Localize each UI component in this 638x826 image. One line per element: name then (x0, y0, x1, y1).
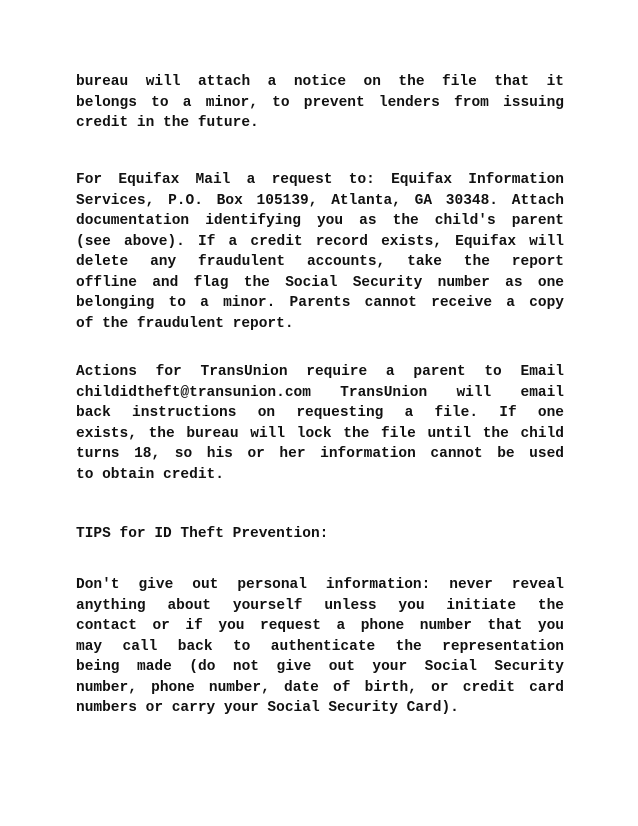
text-line: delete any fraudulent accounts, take the report (76, 254, 564, 270)
text-line: For Equifax Mail a request to: Equifax Information (76, 172, 564, 188)
paragraph-transunion (76, 362, 576, 485)
text-line: back instructions on requesting a file. If one (76, 405, 564, 421)
text-line: being made (do not give out your Social Security (76, 659, 564, 675)
text-line: offline and flag the Social Security number as one (76, 274, 564, 291)
text-line: may call back to authenticate the representation (76, 638, 564, 655)
text-line: belongs to a minor, to prevent lenders from issuing (76, 94, 564, 111)
text-line: to obtain credit. (76, 466, 224, 483)
text-line: (see above). If a credit record exists, Equifax will (76, 233, 564, 250)
heading-text: TIPS for ID Theft Prevention: (76, 526, 329, 542)
paragraph-equifax (76, 170, 576, 334)
text-line: number, phone number, date of birth, or credit card (76, 679, 564, 696)
text-line: belonging to a minor. Parents cannot receive a copy (76, 295, 564, 311)
paragraph-personal-info-tip (76, 575, 576, 719)
text-line: Actions for TransUnion require a parent to Email (76, 364, 564, 380)
section-heading-tips (76, 524, 576, 545)
text-line: bureau will attach a notice on the file that it (76, 74, 564, 90)
text-line: contact or if you request a phone number that you (76, 618, 564, 634)
text-line: numbers or carry your Social Security Card). (76, 700, 459, 716)
text-line: Services, P.O. Box 105139, Atlanta, GA 30348. Attach (76, 192, 564, 209)
text-line: exists, the bureau will lock the file until the child (76, 425, 564, 442)
text-line: anything about yourself unless you initiate the (76, 597, 564, 614)
text-line: turns 18, so his or her information cannot be used (76, 446, 564, 462)
paragraph-bureau-notice (76, 72, 576, 134)
text-line: of the fraudulent report. (76, 315, 294, 332)
text-line: Don't give out personal information: never reveal (76, 577, 564, 593)
text-line: documentation identifying you as the child's parent (76, 213, 564, 229)
text-line: childidtheft@transunion.com TransUnion will email (76, 384, 564, 401)
text-line: credit in the future. (76, 115, 259, 131)
